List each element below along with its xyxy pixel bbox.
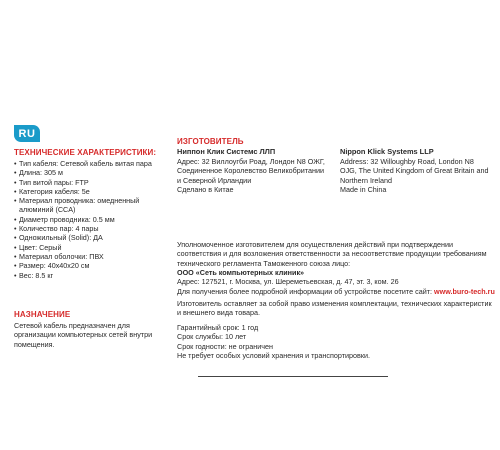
- changes-notice: Изготовитель оставляет за собой право изменения комплектации, технических характеристик и внешнего вида товара.: [177, 299, 492, 318]
- manufacturer-address-ru: Адрес: 32 Виллоугби Роад, Лондон N8 ОЖГ, Соединенное Королевство Великобритании и Северной Ирландии: [177, 157, 325, 185]
- specs-section: [14, 147, 164, 280]
- manufacturer-origin-ru: Сделано в Китае: [177, 184, 234, 194]
- spec-item: • Вес: 8.5 кг: [14, 271, 164, 280]
- website-link[interactable]: www.buro-tech.ru: [434, 287, 495, 296]
- warranty-section: [177, 323, 497, 360]
- spec-item: • Материал оболочки: ПВХ: [14, 252, 164, 261]
- spec-item: • Размер: 40х40х20 см: [14, 261, 164, 270]
- purpose-section: [14, 309, 154, 349]
- manufacturer-ru: [177, 136, 327, 194]
- manufacturer-heading: ИЗГОТОВИТЕЛЬ: [177, 137, 244, 146]
- specs-heading: ТЕХНИЧЕСКИЕ ХАРАКТЕРИСТИКИ:: [14, 148, 157, 157]
- warranty-line: Срок службы: 10 лет: [177, 332, 247, 342]
- warranty-line: Срок годности: не ограничен: [177, 341, 273, 351]
- language-badge: RU: [14, 125, 40, 142]
- spec-item: • Тип витой пары: FTP: [14, 178, 164, 187]
- spec-item: • Количество пар: 4 пары: [14, 224, 164, 233]
- spec-item: • Тип кабеля: Сетевой кабель витая пара: [14, 159, 164, 168]
- spec-item: • Категория кабеля: 5e: [14, 187, 164, 196]
- spec-item: • Одножильный (Solid): ДА: [14, 233, 164, 242]
- authorized-org: ООО «Сеть компьютерных клиник»: [177, 267, 305, 277]
- spec-item: • Диаметр проводника: 0.5 мм: [14, 215, 164, 224]
- purpose-text: Сетевой кабель предназначен для организации компьютерных сетей внутри помещения.: [14, 321, 153, 349]
- spec-item: • Материал проводника: омедненный алюминий (CCA): [14, 196, 164, 215]
- spec-item: • Цвет: Серый: [14, 243, 164, 252]
- spec-item: • Длина: 305 м: [14, 168, 164, 177]
- info-text: Для получения более подробной информации об устройстве посетите сайт:: [177, 287, 433, 296]
- authorized-address: Адрес: 127521, г. Москва, ул. Шереметьевская, д. 47, эт. 3, ком. 26: [177, 277, 399, 287]
- divider-line: [198, 376, 388, 377]
- authorized-representative: [177, 240, 497, 286]
- authorized-text: Уполномоченное изготовителем для осуществления действий при подтверждении соответствия и для возложения ответственности за несоответствие продукции требованиям технического регламента Таможенного союза лицо:: [177, 240, 487, 268]
- purpose-heading: НАЗНАЧЕНИЕ: [14, 310, 71, 319]
- warranty-line: Не требует особых условий хранения и транспортировки.: [177, 350, 370, 360]
- manufacturer-origin-en: Made in China: [340, 184, 387, 194]
- manufacturer-address-en: Address: 32 Willoughby Road, London N8 OJG, The United Kingdom of Great Britain and Northern Ireland: [340, 157, 489, 185]
- manufacturer-name-ru: Ниппон Клик Системс ЛЛП: [177, 147, 276, 156]
- warranty-line: Гарантийный срок: 1 год: [177, 323, 259, 332]
- info-line: [177, 287, 497, 296]
- specs-list: [14, 159, 164, 280]
- manufacturer-en: [340, 147, 490, 194]
- manufacturer-name-en: Nippon Klick Systems LLP: [340, 147, 434, 156]
